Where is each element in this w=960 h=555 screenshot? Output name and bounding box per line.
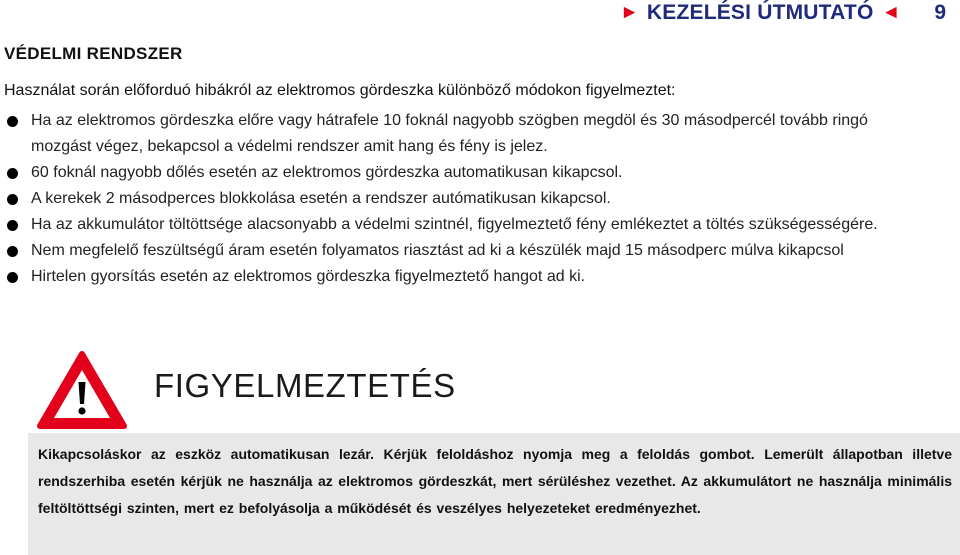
left-arrow-marker: ◄ xyxy=(881,2,901,23)
right-arrow-marker: ► xyxy=(620,2,639,23)
bullet-icon xyxy=(7,220,18,231)
warning-box xyxy=(28,433,960,555)
bullet-icon xyxy=(7,116,18,127)
intro-text: Használat során előforduó hibákról az elektromos gördeszka különböző módokon figyelmeztet: xyxy=(4,82,676,99)
list-item: 60 foknál nagyobb dőlés esetén az elektromos gördeszka automatikusan kikapcsol. xyxy=(4,160,924,186)
protection-list xyxy=(4,108,924,290)
bullet-icon xyxy=(7,194,18,205)
bullet-icon xyxy=(7,246,18,257)
page-header xyxy=(620,1,946,25)
section-title: VÉDELMI RENDSZER xyxy=(4,44,183,63)
list-item: Hirtelen gyorsítás esetén az elektromos gördeszka figyelmeztető hangot ad ki. xyxy=(4,264,924,290)
bullet-icon xyxy=(7,168,18,179)
warning-heading: FIGYELMEZTETÉS xyxy=(154,367,456,404)
list-item: Nem megfelelő feszültségű áram esetén folyamatos riasztást ad ki a készülék majd 15 másodperc múlva kikapcsol xyxy=(4,238,924,264)
manual-title: KEZELÉSI ÚTMUTATÓ xyxy=(646,1,874,24)
warning-text: Kikapcsoláskor az eszköz automatikusan lezár. Kérjük feloldáshoz nyomja meg a feloldás gombot. Lemerült állapotban illetve rendszerhiba esetén kérjük ne használja az elektromos gördeszkát, mert sérüléshez vezethet. Az akkumulátort ne használja minimális feltöltöttségi szinten, mert ez befolyásolja a működését és veszélyes helyezeteket eredményezhet. xyxy=(38,446,952,516)
list-item: Ha az elektromos gördeszka előre vagy hátrafele 10 foknál nagyobb szögben megdöl és 30 másodpercél tovább ringó mozgást végez, bekapcsol a védelmi rendszer amit hang és fény is jelez. xyxy=(4,108,924,160)
warning-triangle-icon xyxy=(36,350,128,430)
bullet-icon xyxy=(7,272,18,283)
list-item: A kerekek 2 másodperces blokkolása esetén a rendszer autómatikusan kikapcsol. xyxy=(4,186,924,212)
page-number: 9 xyxy=(934,1,946,24)
list-item: Ha az akkumulátor töltöttsége alacsonyabb a védelmi szintnél, figyelmeztető fény emlékeztet a töltés szükségességére. xyxy=(4,212,924,238)
